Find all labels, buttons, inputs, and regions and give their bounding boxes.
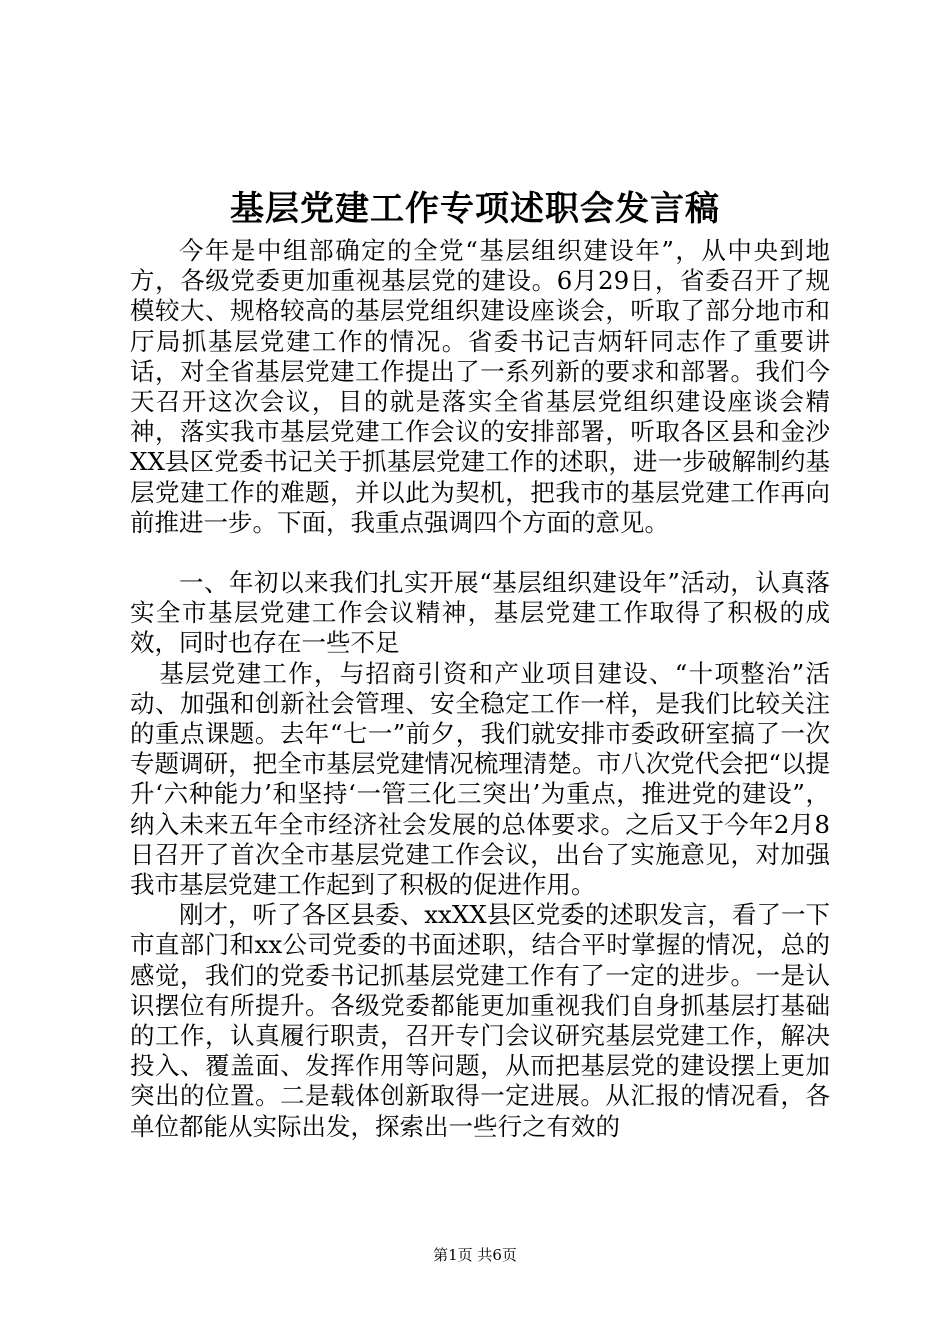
document-title: 基层党建工作专项述职会发言稿 [230,189,720,229]
page-footer: 第1页 共6页 [433,1246,517,1264]
paragraph-work-overview: 基层党建工作，与招商引资和产业项目建设、“十项整治”活动、加强和创新社会管理、安全稳定工作一样，是我们比较关注的重点课题。去年“七一”前夕，我们就安排市委政研室搞了一次专题调研，把全市基层党建情况梳理清楚。市八次党代会把“以提升‘六种能力’和坚持‘一管三化三突出’为重点，推进党的建设”，纳入未来五年全市经济社会发展的总体要求。之后又于今年2月8日召开了首次全市基层党建工作会议，出台了实施意见，对加强我市基层党建工作起到了积极的促进作用。 [130,658,830,900]
section-heading-one: 一、年初以来我们扎实开展“基层组织建设年”活动，认真落实全市基层党建工作会议精神，基层党建工作取得了积极的成效，同时也存在一些不足 [130,568,830,658]
paragraph-gap [130,538,830,568]
paragraph-intro: 今年是中组部确定的全党“基层组织建设年”，从中央到地方，各级党委更加重视基层党的建设。6月29日，省委召开了规模较大、规格较高的基层党组织建设座谈会，听取了部分地市和厅局抓基层党建工作的情况。省委书记吉炳轩同志作了重要讲话，对全省基层党建工作提出了一系列新的要求和部署。我们今天召开这次会议，目的就是落实全省基层党组织建设座谈会精神，落实我市基层党建工作会议的安排部署，听取各区县和金沙XX县区党委书记关于抓基层党建工作的述职，进一步破解制约基层党建工作的难题，并以此为契机，把我市的基层党建工作再向前推进一步。下面，我重点强调四个方面的意见。 [130,236,830,537]
document-body [130,236,830,1142]
paragraph-debrief: 刚才，听了各区县委、xxXX县区党委的述职发言，看了一下市直部门和xx公司党委的书面述职，结合平时掌握的情况，总的感觉，我们的党委书记抓基层党建工作有了一定的进步。一是认识摆位有所提升。各级党委都能更加重视我们自身抓基层打基础的工作，认真履行职责，召开专门会议研究基层党建工作，解决投入、覆盖面、发挥作用等问题，从而把基层党的建设摆上更加突出的位置。二是载体创新取得一定进展。从汇报的情况看，各单位都能从实际出发，探索出一些行之有效的 [130,900,830,1141]
